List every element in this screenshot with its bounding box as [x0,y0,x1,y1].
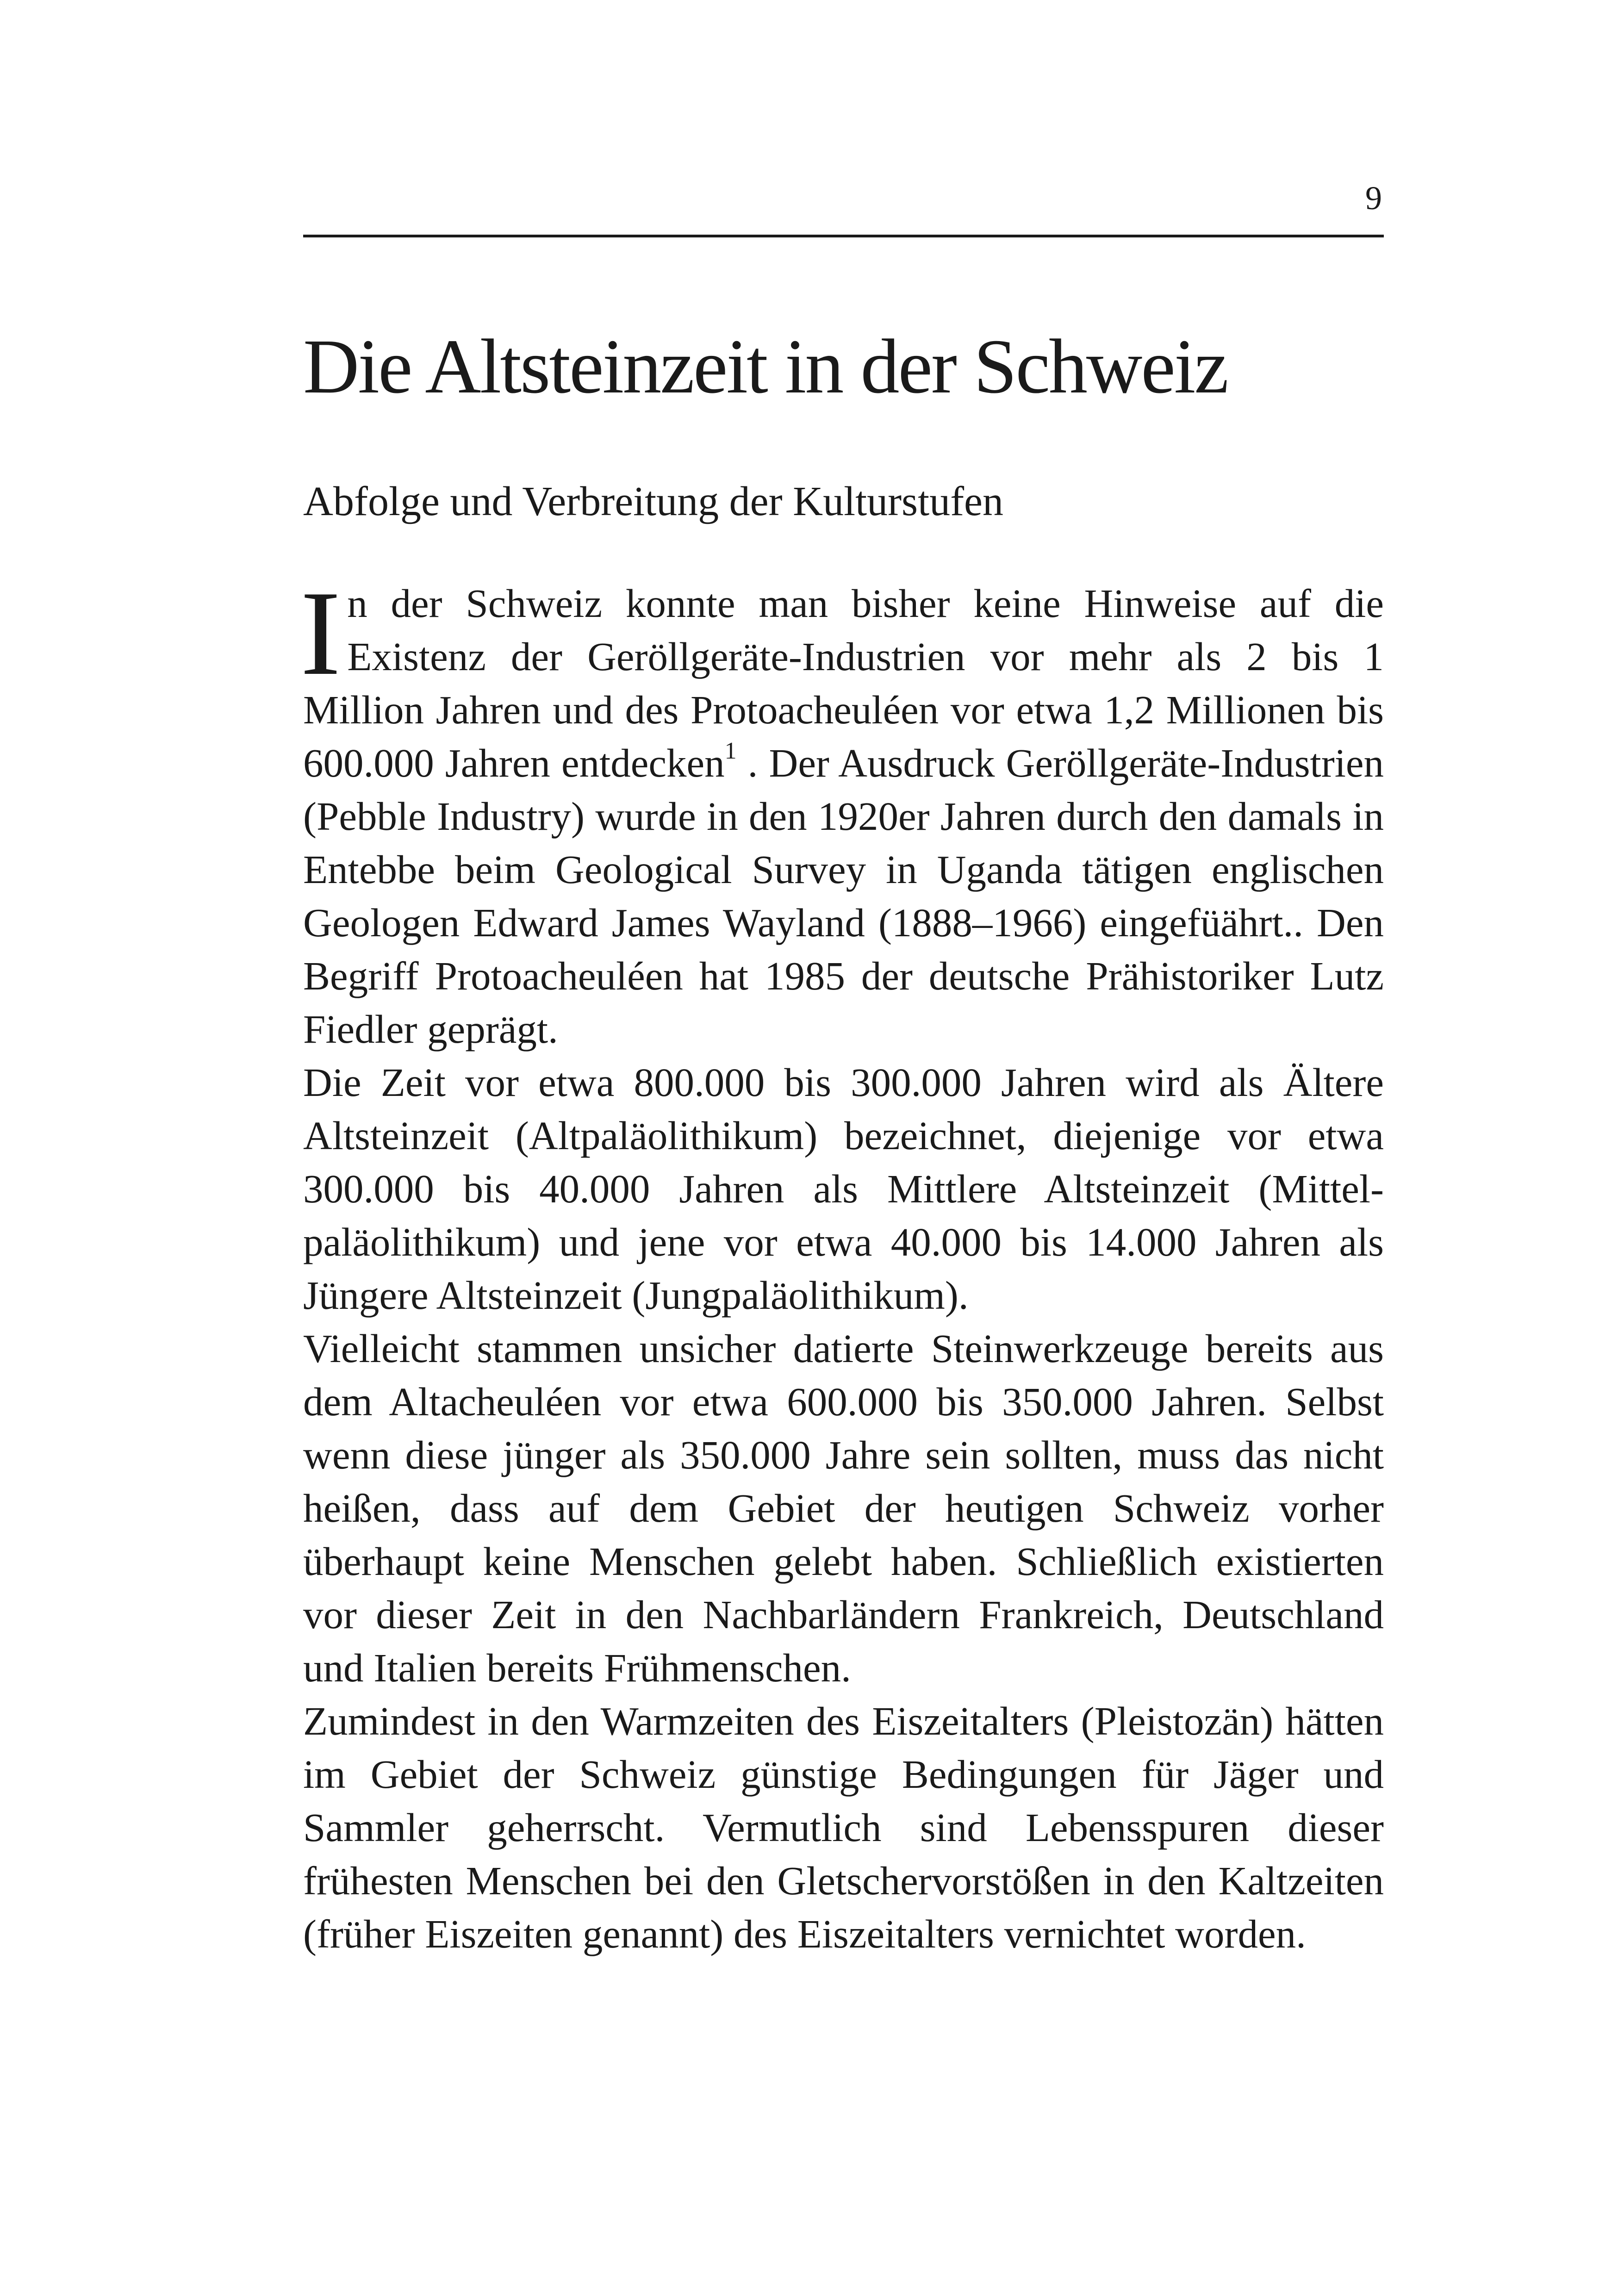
paragraph-2: Die Zeit vor etwa 800.000 bis 300.000 Jahren wird als Ältere Altsteinzeit (Altpaläolithikum) bezeichnet, diejenige vor etwa 300.000 bis 40.000 Jahren als Mittlere Altsteinzeit (Mittelpaläolithikum) und jene vor etwa 40.000 bis 14.000 Jahren als Jüngere Altsteinzeit (Jungpaläolithikum). [303,1060,1384,1318]
page-number: 9 [1365,180,1382,217]
drop-cap: I [300,566,341,700]
paragraph-3: Vielleicht stammen unsicher datierte Steinwerkzeuge bereits aus dem Altacheuléen vor etwa 600.000 bis 350.000 Jahren. Selbst wenn diese jünger als 350.000 Jahre sein sollten, muss das nicht heißen, dass auf dem Gebiet der heutigen Schweiz vorher überhaupt keine Menschen gelebt haben. Schließlich existierten vor dieser Zeit in den Nachbarländern Frankreich, Deutschland und Italien bereits Frühmenschen. [303,1326,1384,1690]
paragraph-1-text-continued: . Der Ausdruck Geröllgeräte-Industrien (Pebble Industry) wurde in den 1920er Jahren durch den damals in Entebbe beim Geological Survey in Uganda tätigen englischen Geologen Edward James Wayland (1888–1966) eingefüährt.. Den Begriff Protoacheuléen hat 1985 der deutsche Prähistoriker Lutz Fiedler geprägt. [303,740,1384,1052]
footnote-reference[interactable]: 1 [724,738,737,764]
chapter-title: Die Altsteinzeit in der Schweiz [303,324,1228,410]
body-text [300,566,1384,1960]
paragraph-1-text: n der Schweiz konnte man bisher keine Hinweise auf die Existenz der Geröllgeräte-Industrien vor mehr als 2 bis 1 Million Jahren und des Protoacheuléen vor etwa 1,2 Millionen bis 600.000 Jahren entdecken [303,581,1384,785]
paragraph-1 [300,566,1384,1056]
header-rule [303,235,1384,237]
paragraph-4: Zumindest in den Warmzeiten des Eiszeitalters (Pleistozän) hätten im Gebiet der Schweiz günstige Bedingungen für Jäger und Sammler geherrscht. Vermutlich sind Lebensspuren dieser frühesten Menschen bei den Gletschervorstößen in den Kaltzeiten (früher Eiszeiten genannt) des Eiszeitalters vernichtet worden. [303,1699,1384,1956]
chapter-subtitle: Abfolge und Verbreitung der Kulturstufen [303,479,1003,524]
